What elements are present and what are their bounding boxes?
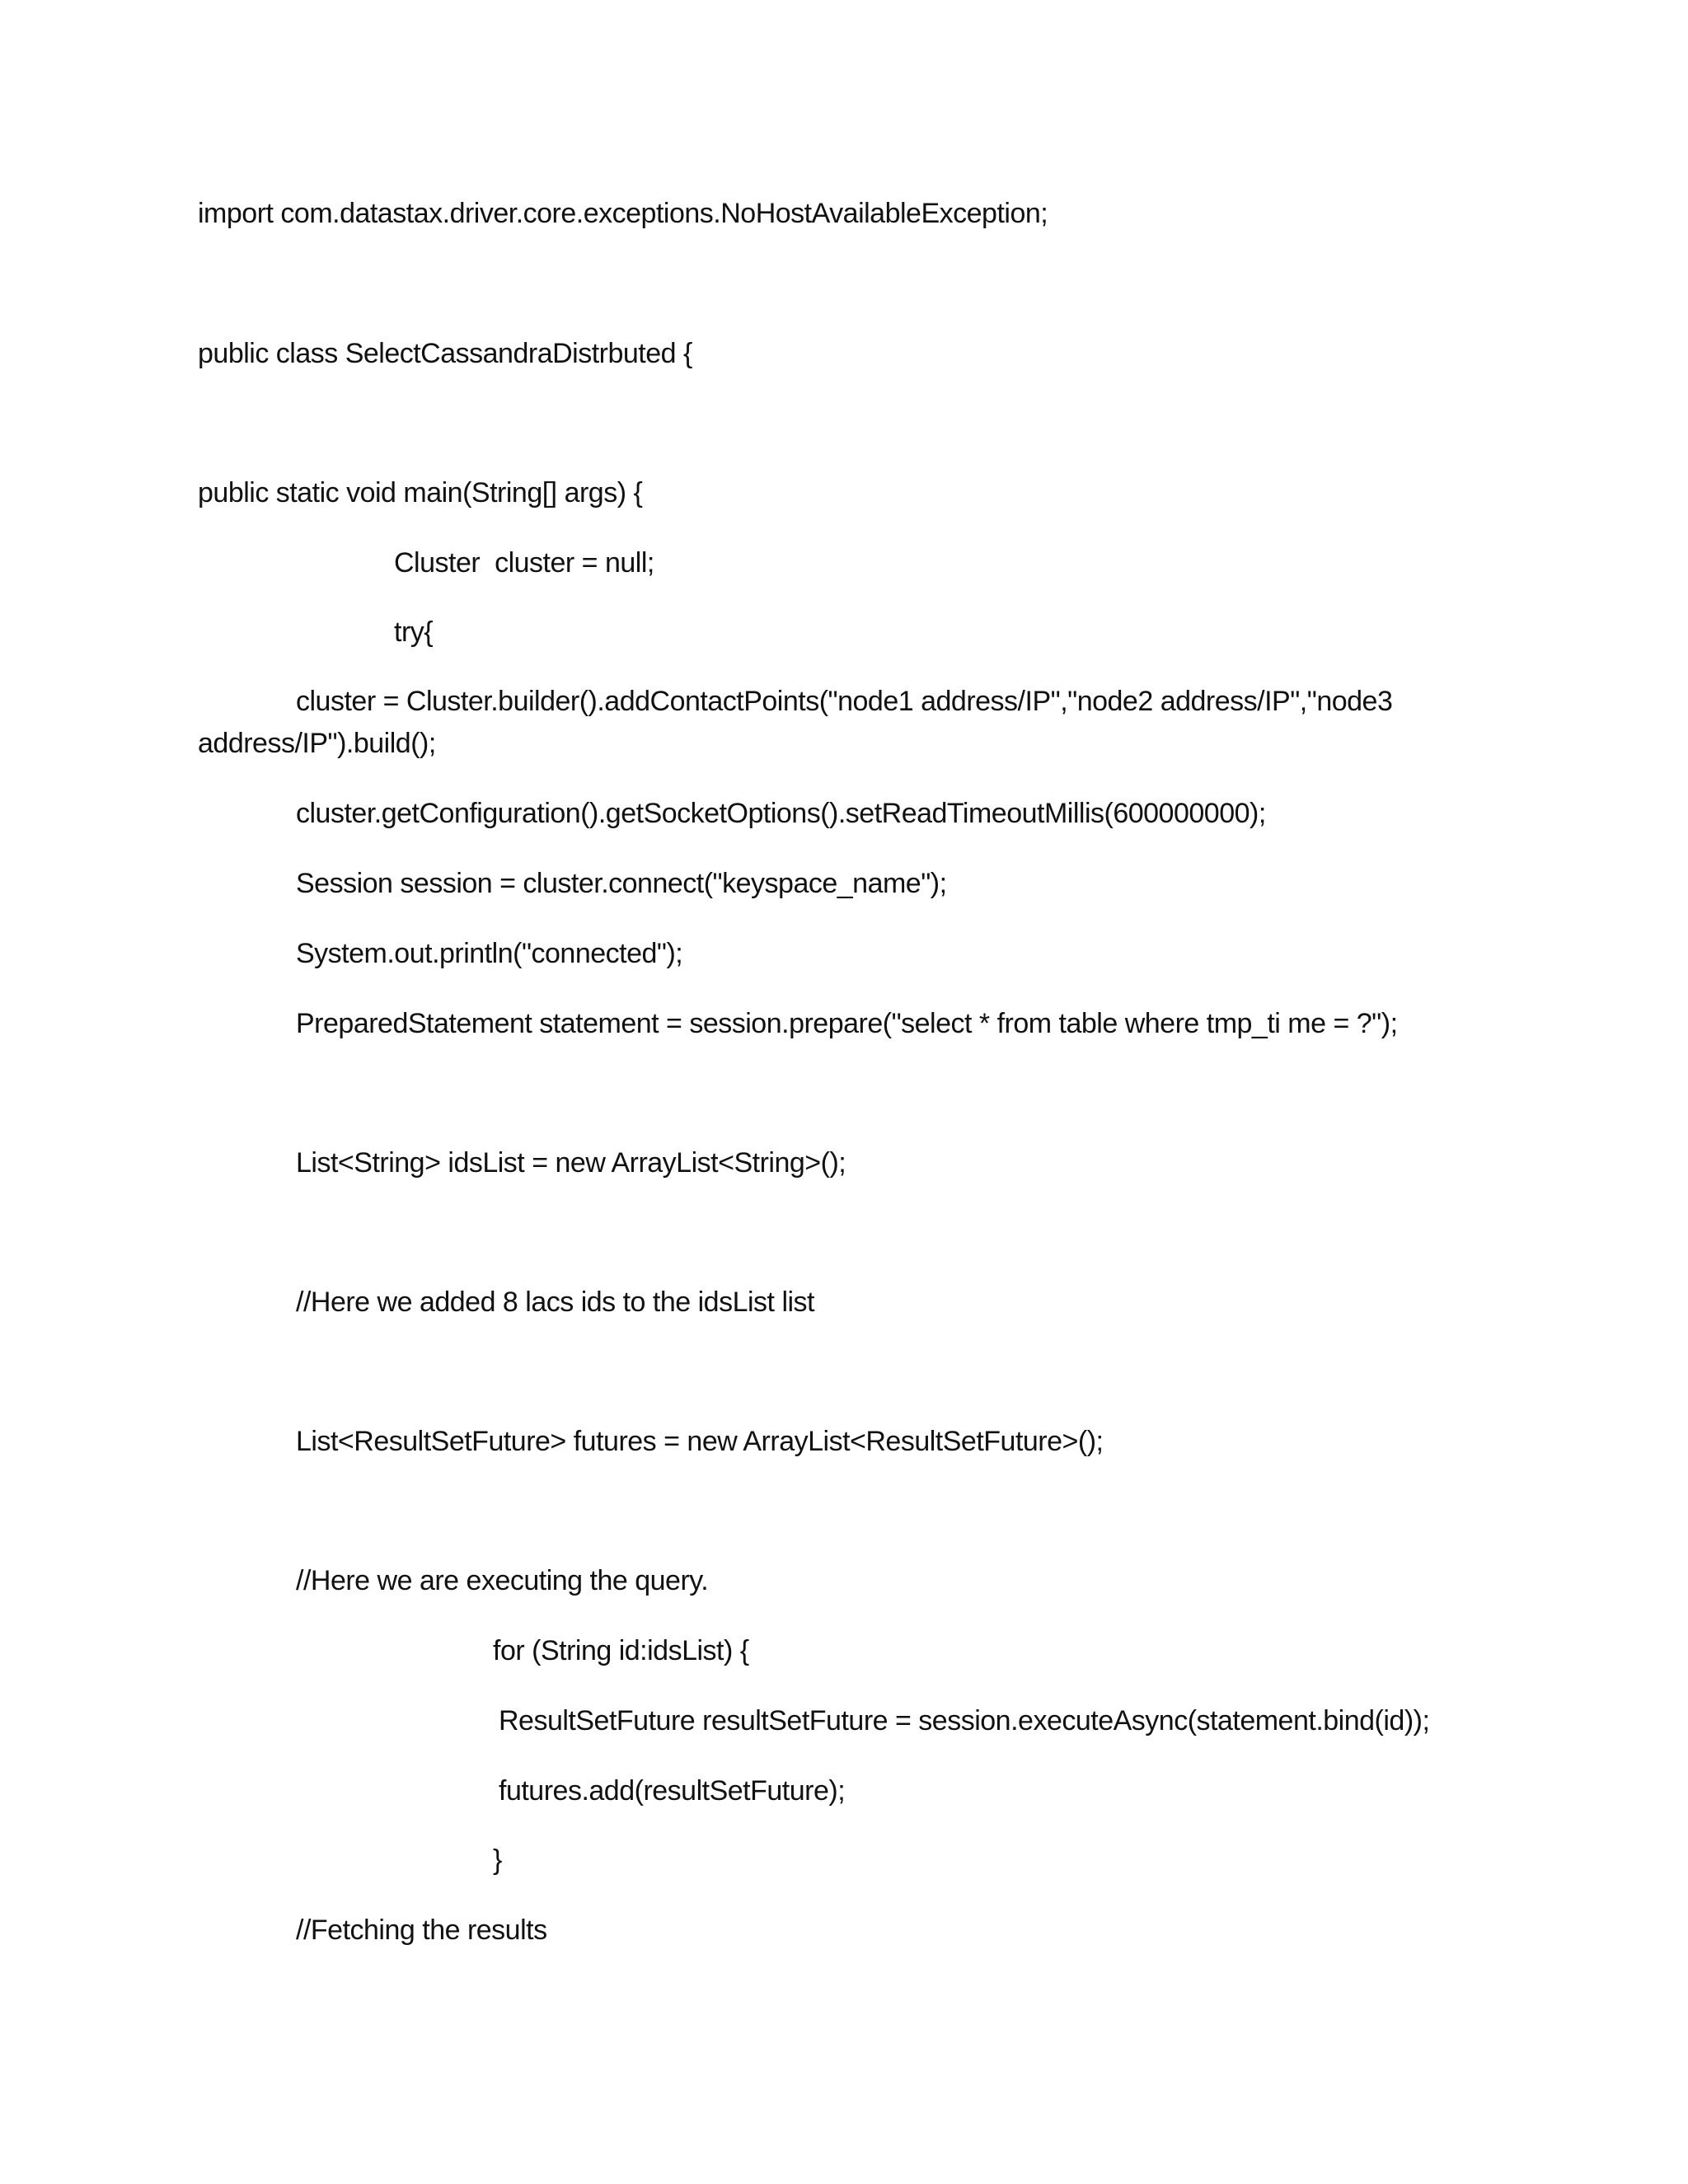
code-line-comment-executing: //Here we are executing the query. [296, 1565, 709, 1596]
code-line-session-connect: Session session = cluster.connect("keyspace_name"); [296, 868, 947, 899]
code-line-comment-fetching: //Fetching the results [296, 1915, 547, 1946]
code-line-class-declaration: public class SelectCassandraDistrbuted { [198, 338, 692, 369]
code-line-main-method: public static void main(String[] args) { [198, 477, 643, 509]
code-line-println: System.out.println("connected"); [296, 938, 683, 969]
code-line-cluster-builder: cluster = Cluster.builder().addContactPoints("node1 address/IP","node2 address/IP","node3 [296, 686, 1393, 717]
code-line-try: try{ [394, 616, 434, 648]
code-line-futures-add: futures.add(resultSetFuture); [499, 1775, 846, 1807]
code-line-cluster-null: Cluster cluster = null; [394, 547, 654, 579]
code-line-prepared-statement: PreparedStatement statement = session.prepare("select * from table where tmp_ti me = ?"); [296, 1008, 1398, 1039]
code-line-ids-list: List<String> idsList = new ArrayList<String>(); [296, 1147, 846, 1179]
code-line-socket-options: cluster.getConfiguration().getSocketOptions().setReadTimeoutMillis(600000000); [296, 798, 1266, 829]
code-line-comment-ids: //Here we added 8 lacs ids to the idsList list [296, 1286, 814, 1318]
code-line-import: import com.datastax.driver.core.exceptions.NoHostAvailableException; [198, 198, 1048, 229]
code-line-execute-async: ResultSetFuture resultSetFuture = session.executeAsync(statement.bind(id)); [499, 1705, 1430, 1736]
code-line-cluster-builder-cont: address/IP").build(); [198, 728, 436, 759]
code-line-for-loop: for (String id:idsList) { [493, 1635, 749, 1666]
code-line-close-brace: } [493, 1844, 502, 1876]
code-line-futures-list: List<ResultSetFuture> futures = new ArrayList<ResultSetFuture>(); [296, 1426, 1104, 1457]
